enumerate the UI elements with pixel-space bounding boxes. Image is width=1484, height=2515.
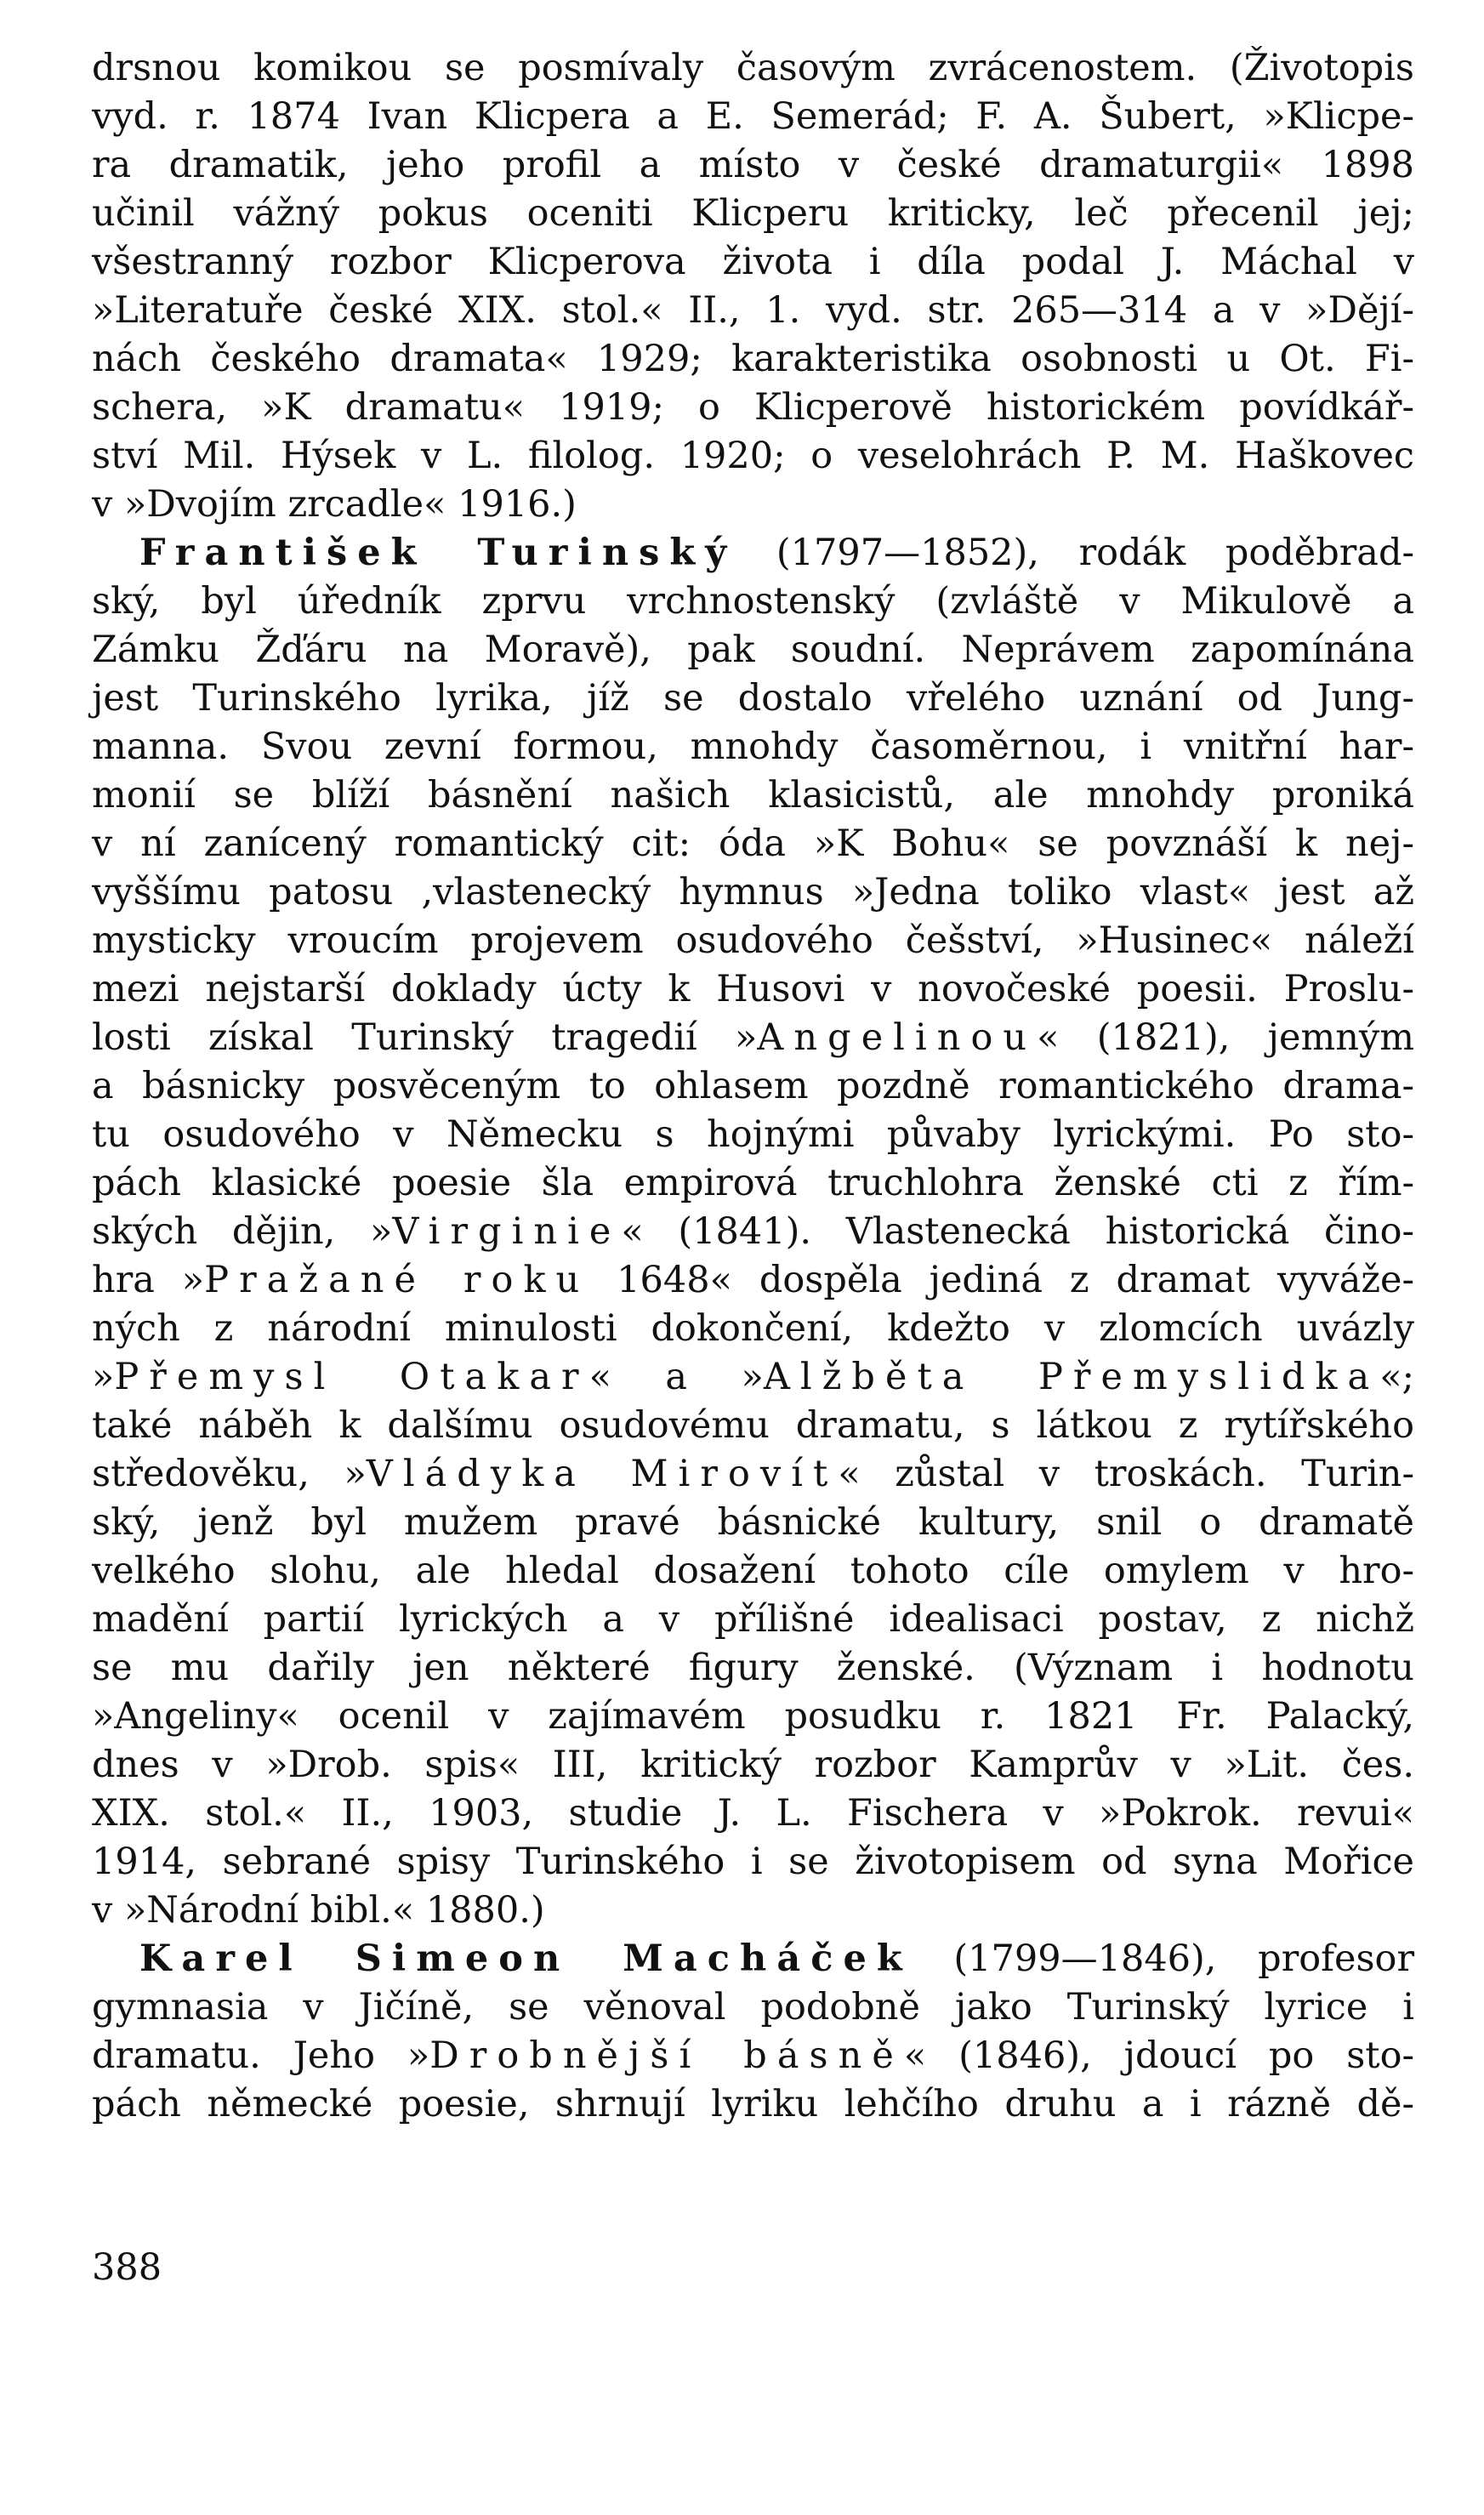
text-line: všestranný rozbor Klicperova života i díla podal J. Máchal v <box>92 241 1414 283</box>
text-line: v ní zanícený romantický cit: óda »K Bohu« se povznáší k nej- <box>92 822 1414 865</box>
work-title: Vládyka Mirovít <box>366 1453 839 1495</box>
text-line: hra »Pražané roku 1648« dospěla jediná z dramat vyváže- <box>92 1259 1414 1301</box>
text-line: monií se blíží básnění našich klasicistů, ale mnohdy proniká <box>92 774 1414 817</box>
text-line: ských dějin, »Virginie« (1841). Vlastenecká historická čino- <box>92 1210 1415 1253</box>
text-line: František Turinský (1797—1852), rodák poděbrad- <box>139 532 1414 574</box>
text-line: schera, »K dramatu« 1919; o Klicperově historickém povídkář- <box>92 386 1414 429</box>
text-line: pách klasické poesie šla empirová truchlohra ženské cti z řím- <box>92 1162 1414 1204</box>
text-line: a básnicky posvěceným to ohlasem pozdně romantického drama- <box>92 1065 1414 1107</box>
paragraph-klicpera-notes <box>92 44 1414 529</box>
text-line: ství Mil. Hýsek v L. filolog. 1920; o veselohrách P. M. Haškovec <box>92 435 1414 477</box>
text-line: XIX. stol.« II., 1903, studie J. L. Fischera v »Pokrok. revui« <box>92 1792 1414 1835</box>
text-line: v »Dvojím zrcadle« 1916.) <box>92 483 577 526</box>
page-number: 388 <box>92 2246 162 2289</box>
text-line: losti získal Turinský tragedií »Angelinou« (1821), jemným <box>92 1016 1414 1059</box>
text-line: vyd. r. 1874 Ivan Klicpera a E. Semerád; F. A. Šubert, »Klicpe- <box>92 95 1414 138</box>
text-line: dramatu. Jeho »Drobnější básně« (1846), jdoucí po sto- <box>92 2034 1414 2077</box>
text-line: učinil vážný pokus oceniti Klicperu kriticky, leč přecenil jej; <box>92 192 1414 235</box>
text-line: ra dramatik, jeho profil a místo v české dramaturgii« 1898 <box>92 144 1414 186</box>
paragraph-turinsky <box>92 529 1414 1935</box>
text-line: ský, byl úředník zprvu vrchnostenský (zvláště v Mikulově a <box>92 580 1414 623</box>
text-line: jest Turinského lyrika, jíž se dostalo vřelého uznání od Jung- <box>92 677 1414 720</box>
text-line: středověku, »Vládyka Mirovít« zůstal v troskách. Turin- <box>92 1453 1414 1495</box>
paragraph-machacek <box>92 1935 1414 2129</box>
work-title: Virginie <box>392 1210 622 1253</box>
text-line: drsnou komikou se posmívaly časovým zvrácenostem. (Životopis <box>92 47 1414 89</box>
text-line: velkého slohu, ale hledal dosažení tohoto cíle omylem v hro- <box>92 1550 1414 1592</box>
text-line: 1914, sebrané spisy Turinského i se životopisem od syna Mořice <box>92 1841 1414 1883</box>
text-line: »Přemysl Otakar« a »Alžběta Přemyslidka«; <box>92 1356 1414 1398</box>
text-line: Zámku Žďáru na Moravě), pak soudní. Neprávem zapomínána <box>92 629 1414 671</box>
text-line: madění partií lyrických a v přílišné idealisaci postav, z nichž <box>92 1598 1414 1641</box>
text-line: mezi nejstarší doklady úcty k Husovi v novočeské poesii. Proslu- <box>92 968 1414 1010</box>
text-line: ných z národní minulosti dokončení, kdežto v zlomcích uvázly <box>92 1307 1414 1350</box>
work-title: Drobnější básně <box>429 2034 904 2077</box>
text-line: Karel Simeon Macháček (1799—1846), profesor <box>139 1937 1415 1980</box>
text-line: gymnasia v Jičíně, se věnoval podobně jako Turinský lyrice i <box>92 1986 1414 2029</box>
text-line: dnes v »Drob. spis« III, kritický rozbor Kamprův v »Lit. čes. <box>92 1744 1414 1786</box>
work-title: Přemysl Otakar <box>114 1356 589 1398</box>
text-line: tu osudového v Německu s hojnými půvaby lyrickými. Po sto- <box>92 1113 1414 1156</box>
author-name-machacek: Karel Simeon Macháček <box>139 1937 913 1980</box>
text-line: ský, jenž byl mužem pravé básnické kultury, snil o dramatě <box>92 1501 1414 1544</box>
text-line: mysticky vroucím projevem osudového češství, »Husinec« náleží <box>92 919 1414 962</box>
work-title: Angelinou <box>757 1016 1038 1059</box>
text-line: se mu dařily jen některé figury ženské. (Význam i hodnotu <box>92 1647 1414 1689</box>
text-line: »Angeliny« ocenil v zajímavém posudku r. 1821 Fr. Palacký, <box>92 1695 1414 1738</box>
text-line: také náběh k dalšímu osudovému dramatu, s látkou z rytířského <box>92 1404 1414 1447</box>
page-text <box>92 44 1414 2129</box>
work-title: Pražané roku <box>204 1259 590 1301</box>
text-line: pách německé poesie, shrnují lyriku lehčího druhu a i rázně dě- <box>92 2083 1414 2125</box>
text-line: nách českého dramata« 1929; karakteristika osobnosti u Ot. Fi- <box>92 338 1414 380</box>
text-line: vyššímu patosu ,vlastenecký hymnus »Jedna toliko vlast« jest až <box>92 871 1414 913</box>
author-name-turinsky: František Turinský <box>139 532 737 574</box>
text-line: v »Národní bibl.« 1880.) <box>92 1889 545 1932</box>
text-line: manna. Svou zevní formou, mnohdy časoměrnou, i vnitřní har- <box>92 725 1414 768</box>
text-line: »Literatuře české XIX. stol.« II., 1. vyd. str. 265—314 a v »Dějí- <box>92 289 1414 332</box>
work-title: Alžběta Přemyslidka <box>763 1356 1380 1398</box>
